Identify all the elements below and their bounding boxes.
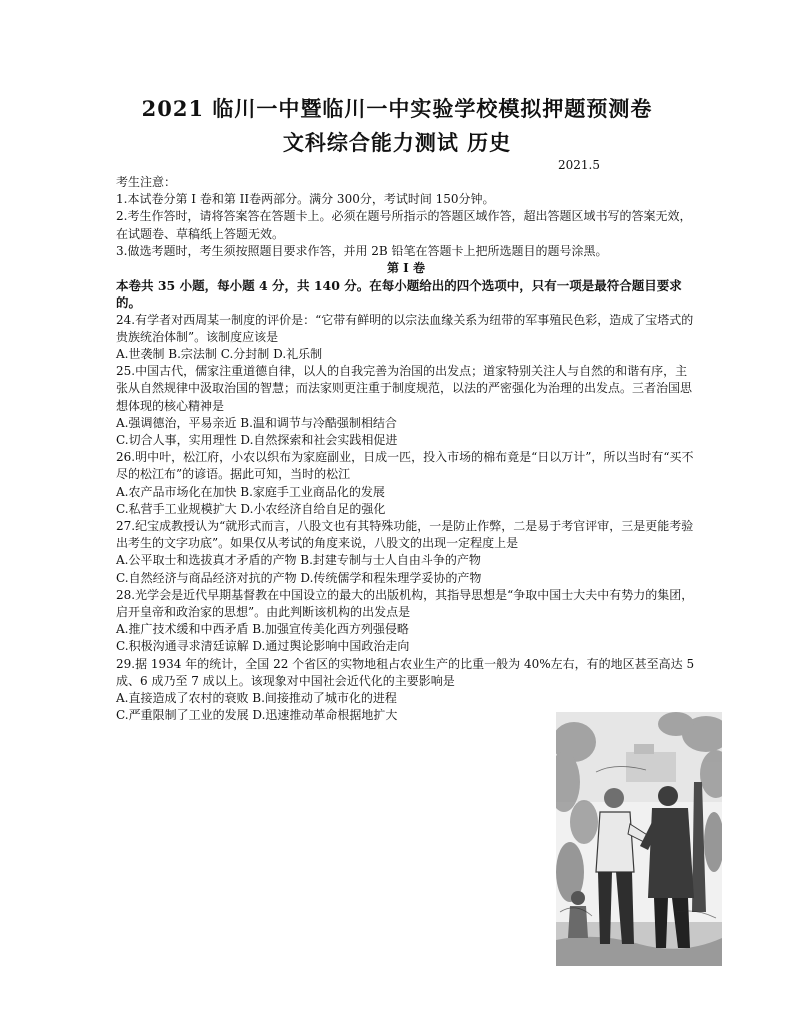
question-options: A.世袭制 B.宗法制 C.分封制 D.礼乐制	[116, 347, 323, 362]
question-stem: 27.纪宝成教授认为“就形式而言，八股文也有其特殊功能，一是防止作弊，二是易于考官评审，三是更能考验出考生的文字功底”。如果仅从考试的角度来说，八股文的出现一定程度上是	[116, 519, 694, 551]
question-options: A.公平取士和选拔真才矛盾的产物 B.封建专制与士人自由斗争的产物	[116, 553, 481, 568]
question-options: C.切合人事，实用理性 D.自然探索和社会实践相促进	[116, 433, 398, 448]
question-options: A.农产品市场化在加快 B.家庭手工业商品化的发展	[116, 484, 385, 499]
section-title: 第 I 卷	[387, 261, 425, 276]
question-28	[116, 587, 696, 656]
question-options: C.私营手工业规模扩大 D.小农经济自给自足的强化	[116, 501, 386, 516]
section-instruction: 本卷共 35 小题，每小题 4 分，共 140 分。在每小题给出的四个选项中，只有一项是最符合题目要求的。	[116, 278, 682, 311]
exam-body	[116, 174, 696, 725]
ink-illustration	[556, 712, 722, 966]
notice-item: 2.考生作答时，请将答案答在答题卡上。必须在题号所指示的答题区域作答，超出答题区域书写的答案无效，在试题卷、草稿纸上答题无效。	[116, 209, 692, 241]
question-stem: 25.中国古代，儒家注重道德自律，以人的自我完善为治国的出发点；道家特别关注人与自然的和谐有序，主张从自然规律中汲取治国的智慧；而法家则更注重于制度规范，以法的严密强化为治理的出发点。三者治国思想体现的核心精神是	[116, 364, 693, 413]
question-stem: 29.据 1934 年的统计，全国 22 个省区的实物地租占农业生产的比重一般为 40%左右，有的地区甚至高达 5 成、6 成乃至 7 成以上。该现象对中国社会近代化的主要影响是	[116, 656, 695, 688]
question-25	[116, 363, 696, 449]
question-stem: 28.光学会是近代早期基督教在中国设立的最大的出版机构，其指导思想是“争取中国士大夫中有势力的集团，启开皇帝和政治家的思想”。由此判断该机构的出发点是	[116, 587, 694, 620]
exam-title: 2021 临川一中暨临川一中实验学校模拟押题预测卷	[141, 96, 653, 121]
question-options: C.积极沟通寻求清廷谅解 D.通过舆论影响中国政治走向	[116, 639, 410, 654]
question-options: A.直接造成了农村的衰败 B.间接推动了城市化的进程	[116, 691, 397, 706]
question-27	[116, 518, 696, 587]
exam-subtitle: 文科综合能力测试 历史	[282, 130, 512, 155]
question-24	[116, 312, 696, 364]
notice-heading: 考生注意：	[116, 175, 177, 189]
notice-item: 1.本试卷分第 I 卷和第 II卷两部分。满分 300分，考试时间 150分钟。	[116, 192, 495, 207]
question-options: A.强调德治，平易亲近 B.温和调节与冷酷强制相结合	[116, 415, 397, 430]
question-26	[116, 449, 696, 518]
question-options: C.自然经济与商品经济对抗的产物 D.传统儒学和程朱理学妥协的产物	[116, 570, 482, 585]
question-stem: 24.有学者对西周某一制度的评价是：“它带有鲜明的以宗法血缘关系为纽带的军事殖民色彩，造成了宝塔式的贵族统治体制”。该制度应该是	[116, 312, 694, 344]
question-options: A.推广技术缓和中西矛盾 B.加强宣传美化西方列强侵略	[116, 622, 409, 637]
exam-date: 2021.5	[558, 158, 600, 172]
notice-item: 3.做选考题时，考生须按照题目要求作答，并用 2B 铅笔在答题卡上把所选题目的题号涂黑。	[116, 243, 608, 258]
question-options: C.严重限制了工业的发展 D.迅速推动革命根据地扩大	[116, 708, 398, 723]
question-stem: 26.明中叶，松江府，小农以织布为家庭副业，日成一匹，投入市场的棉布竟是“日以万计”，所以当时有“买不尽的松江布”的谚语。据此可知，当时的松江	[116, 450, 694, 482]
